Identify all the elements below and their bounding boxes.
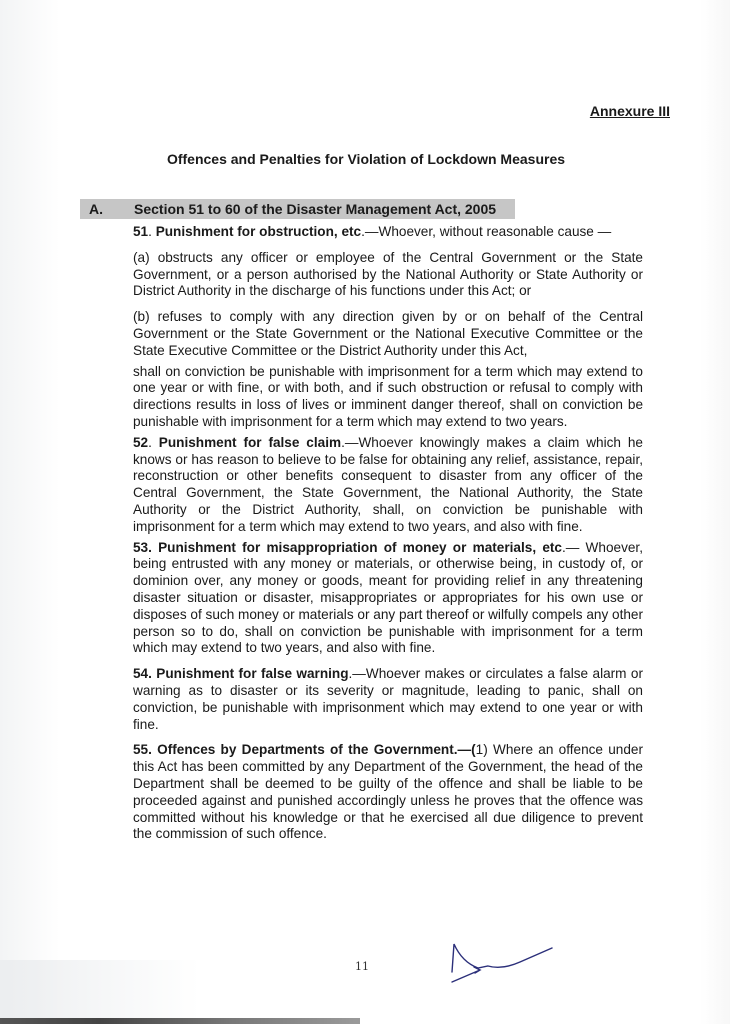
document-title: Offences and Penalties for Violation of Lockdown Measures: [166, 151, 566, 167]
section-51-clause-a: (a) obstructs any officer or employee of the Central Government or the State Government, or a person authorised by the National Authority or State Authority or District Authority in the discharge of his functions under this Act; or: [133, 249, 643, 299]
section-letter: A.: [89, 201, 103, 217]
annexure-label: Annexure III: [589, 103, 670, 119]
section-heading-text: Section 51 to 60 of the Disaster Management Act, 2005: [134, 201, 497, 217]
section-52-title: Punishment for false claim: [158, 434, 342, 450]
section-54-text: .—Whoever makes or circulates a false alarm or warning as to disaster or its severity or magnitude, leading to panic, shall on conviction, be punishable with imprisonment which may extend to one year or with fine.: [133, 666, 643, 732]
section-51-text: .—Whoever, without reasonable cause —: [361, 224, 612, 239]
section-53-text: .— Whoever, being entrusted with any money or materials, or otherwise being, in custody of, or dominion over, any money or goods, meant for providing relief in any threatening disaster situation or disaster, misappropriates or appropriates for his own use or disposes of such money or materials or any part thereof or wilfully compels any other person so to do, shall on conviction be punishable with imprisonment for a term which may extend to two years, and also with fine.: [133, 539, 643, 656]
section-51-title: Punishment for obstruction, etc: [155, 224, 362, 239]
scan-edge: [0, 1018, 360, 1024]
section-52-number: 52: [133, 434, 149, 450]
section-55-heading: 55. Offences by Departments of the Government.—(: [133, 742, 476, 758]
section-51-number: 51: [133, 224, 149, 239]
section-51-penalty: shall on conviction be punishable with imprisonment for a term which may extend to one year or with fine, or with both, and if such obstruction or refusal to comply with directions results in loss of lives or imminent danger thereof, shall on conviction be punishable with imprisonment for a term which may extend to two years.: [133, 363, 643, 429]
signature-icon: [440, 940, 560, 990]
section-55: [133, 742, 643, 843]
section-51: 51. Punishment for obstruction, etc.—Whoever, without reasonable cause —: [133, 224, 612, 239]
section-52: 52. Punishment for false claim.—Whoever knowingly makes a claim which he knows or has reason to believe to be false for obtaining any relief, assistance, repair, reconstruction or other benefits consequent to disaster from any officer of the Central Government, the State Government, the National Authority, the State Authority or the District Authority, shall, on conviction be punishable with imprisonment for a term which may extend to two years, and also with fine.: [133, 434, 643, 534]
section-53-heading: 53. Punishment for misappropriation of money or materials, etc: [133, 539, 562, 555]
section-51-clause-b: (b) refuses to comply with any direction given by or on behalf of the Central Government or the State Government or the National Executive Committee or the State Executive Committee or the District Authority under this Act,: [133, 309, 643, 358]
section-54: [133, 666, 643, 733]
scan-shadow: [0, 960, 200, 1018]
section-53: [133, 540, 643, 658]
document-body: [133, 224, 643, 852]
page-number: 11: [355, 960, 369, 973]
section-55-text: 1) Where an offence under this Act has been committed by any Department of the Government, the head of the Department shall be deemed to be guilty of the offence and shall be liable to be proceeded against and punished accordingly unless he proves that the offence was committed without his knowledge or that he exercised all due diligence to prevent the commission of such offence.: [133, 742, 643, 842]
section-heading: [80, 199, 515, 219]
section-52-text: .—Whoever knowingly makes a claim which he knows or has reason to believe to be false for obtaining any relief, assistance, repair, reconstruction or other benefits consequent to disaster from any officer of the Central Government, the State Government, the National Authority, the State Authority or the District Authority, shall, on conviction be punishable with imprisonment for a term which may extend to two years, and also with fine.: [133, 434, 643, 534]
section-54-heading: 54. Punishment for false warning: [133, 666, 349, 682]
